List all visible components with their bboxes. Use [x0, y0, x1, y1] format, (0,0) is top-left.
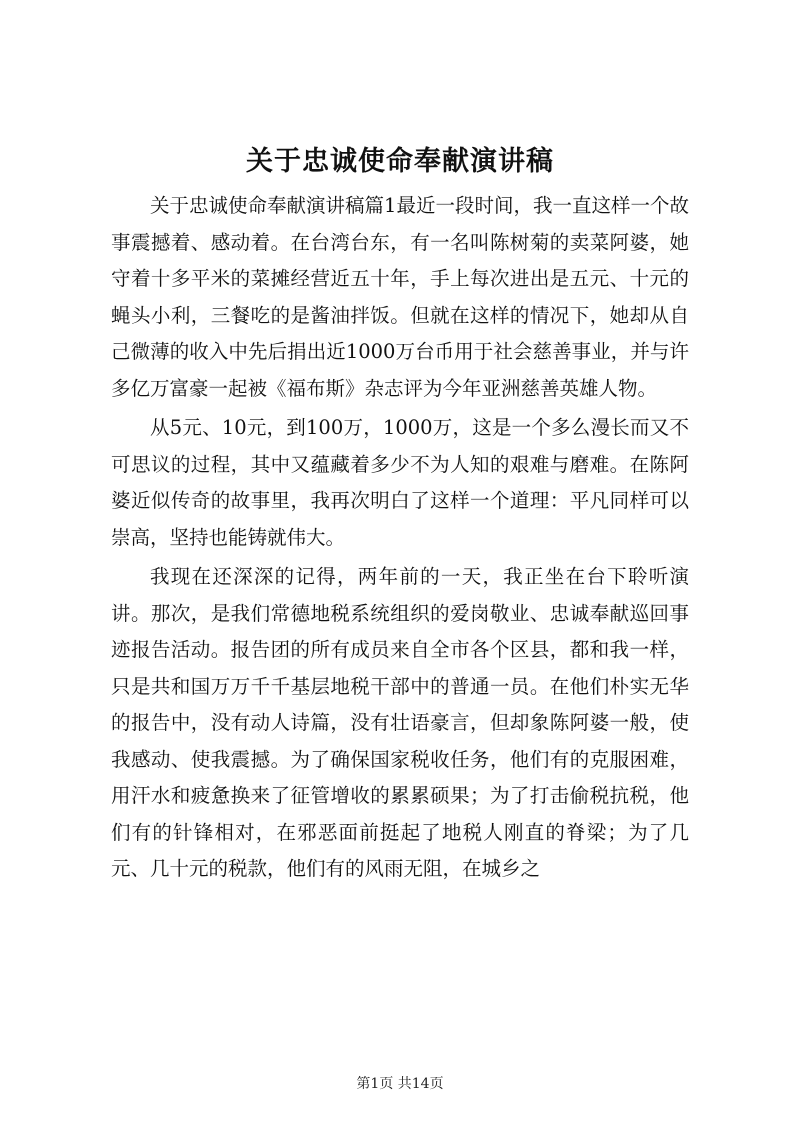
paragraph-1: 关于忠诚使命奉献演讲稿篇1最近一段时间，我一直这样一个故事震撼着、感动着。在台湾台东，有一名叫陈树菊的卖菜阿婆，她守着十多平米的菜摊经营近五十年，手上每次进出是五元、十元的蝇头小利，三餐吃的是酱油拌饭。但就在这样的情况下，她却从自己微薄的收入中先后捐出近1000万台币用于社会慈善事业，并与许多亿万富豪一起被《福布斯》杂志评为今年亚洲慈善英雄人物。 — [111, 194, 689, 400]
document-body — [111, 188, 689, 891]
page-footer: 第1页 共14页 — [356, 1076, 444, 1092]
paragraph-3: 我现在还深深的记得，两年前的一天，我正坐在台下聆听演讲。那次，是我们常德地税系统组织的爱岗敬业、忠诚奉献巡回事迹报告活动。报告团的所有成员来自全市各个区县，都和我一样，只是共和国万万千千基层地税干部中的普通一员。在他们朴实无华的报告中，没有动人诗篇，没有壮语豪言，但却象陈阿婆一般，使我感动、使我震撼。为了确保国家税收任务，他们有的克服困难，用汗水和疲惫换来了征管增收的累累硕果；为了打击偷税抗税，他们有的针锋相对，在邪恶面前挺起了地税人刚直的脊梁；为了几元、几十元的税款，他们有的风雨无阻，在城乡之 — [111, 565, 689, 880]
document-title: 关于忠诚使命奉献演讲稿 — [246, 146, 554, 177]
paragraph-2: 从5元、10元，到100万，1000万，这是一个多么漫长而又不可思议的过程，其中又蕴藏着多少不为人知的艰难与磨难。在陈阿婆近似传奇的故事里，我再次明白了这样一个道理：平凡同样可以崇高，坚持也能铸就伟大。 — [111, 416, 689, 549]
